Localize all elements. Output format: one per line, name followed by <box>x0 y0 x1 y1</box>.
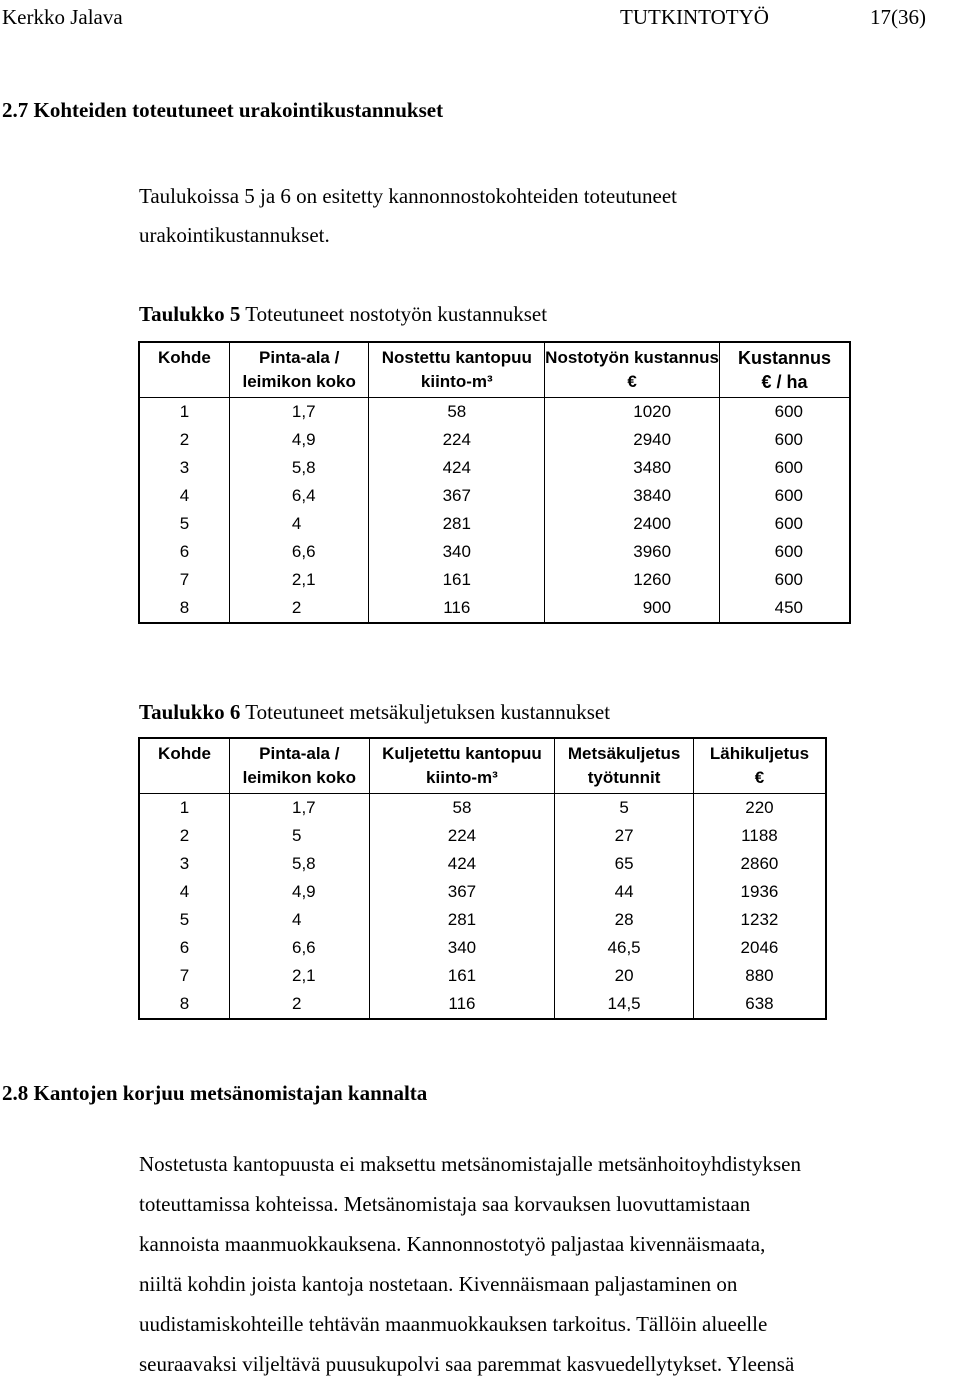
table6-header-metsakuljetus: Metsäkuljetus työtunnit <box>555 738 694 794</box>
table5-row <box>139 566 850 594</box>
table5-row <box>139 510 850 538</box>
table6-cell: 5 <box>229 822 369 850</box>
table6-row <box>139 962 826 990</box>
table6-cell: 5 <box>179 910 190 929</box>
table5-cell: 1 <box>179 402 190 421</box>
table6-cell: 65 <box>555 850 694 878</box>
table5-cell: 4 <box>229 510 369 538</box>
table6-header-lahikuljetus: Lähikuljetus € <box>693 738 826 794</box>
table6 <box>138 737 827 1020</box>
table6-cell: 2,1 <box>229 962 369 990</box>
table5-caption <box>139 301 547 327</box>
table5-row <box>139 426 850 454</box>
table5-cell: 367 <box>369 482 545 510</box>
table6-caption-label: Taulukko 6 <box>139 700 241 724</box>
table6-header-kuljetettu: Kuljetettu kantopuu kiinto-m³ <box>369 738 555 794</box>
table5-caption-label: Taulukko 5 <box>139 302 241 326</box>
table6-cell: 3 <box>179 854 190 873</box>
paragraph-line: uudistamiskohteille tehtävän maanmuokkauksen tarkoitus. Tällöin alueelle <box>139 1312 768 1336</box>
table6-cell: 224 <box>369 822 555 850</box>
table6-cell: 2046 <box>693 934 826 962</box>
table5-cell: 116 <box>369 594 545 623</box>
table5-cell: 3480 <box>545 454 720 482</box>
table5-header-nostotyon-kustannus: Nostotyön kustannus € <box>545 342 720 398</box>
table5-cell: 600 <box>720 566 850 594</box>
table5-row <box>139 538 850 566</box>
table6-row <box>139 990 826 1019</box>
table5-cell: 600 <box>720 426 850 454</box>
table5-cell: 4,9 <box>229 426 369 454</box>
table6-row <box>139 878 826 906</box>
table5-body <box>139 398 850 624</box>
table5-caption-text: Toteutuneet nostotyön kustannukset <box>245 302 548 326</box>
table6-cell: 220 <box>693 794 826 823</box>
table5-cell: 600 <box>720 538 850 566</box>
table5-cell: 600 <box>720 398 850 427</box>
table6-cell: 5,8 <box>229 850 369 878</box>
table6-row <box>139 822 826 850</box>
table5-cell: 2,1 <box>229 566 369 594</box>
table5-cell: 6 <box>179 542 190 561</box>
table5-cell: 600 <box>720 482 850 510</box>
table5-cell: 2940 <box>545 426 720 454</box>
table6-row <box>139 850 826 878</box>
table6-cell: 1188 <box>693 822 826 850</box>
paragraph-line: kannoista maanmuokkauksena. Kannonnostotyö paljastaa kivennäismaata, <box>139 1232 766 1256</box>
table6-cell: 2 <box>179 826 190 845</box>
table5-header-nostettu: Nostettu kantopuu kiinto-m³ <box>369 342 545 398</box>
table5-cell: 1260 <box>545 566 720 594</box>
table5 <box>138 341 851 624</box>
table6-cell: 20 <box>555 962 694 990</box>
header-title: TUTKINTOTYÖ <box>620 5 769 29</box>
table5-cell: 5 <box>179 514 190 533</box>
table5-cell: 600 <box>720 454 850 482</box>
table6-cell: 14,5 <box>555 990 694 1019</box>
table5-cell: 3840 <box>545 482 720 510</box>
table5-cell: 2 <box>229 594 369 623</box>
table6-cell: 638 <box>693 990 826 1019</box>
table5-cell: 6,4 <box>229 482 369 510</box>
table6-cell: 58 <box>369 794 555 823</box>
table6-cell: 8 <box>179 994 190 1013</box>
table5-cell: 900 <box>545 594 720 623</box>
table5-cell: 2400 <box>545 510 720 538</box>
table5-cell: 161 <box>369 566 545 594</box>
table5-header-kohde: Kohde <box>139 342 229 398</box>
table5-cell: 600 <box>720 510 850 538</box>
table6-cell: 46,5 <box>555 934 694 962</box>
header-page-number: 17(36) <box>870 5 926 29</box>
table5-cell: 424 <box>369 454 545 482</box>
table5-cell: 58 <box>369 398 545 427</box>
table6-cell: 28 <box>555 906 694 934</box>
table5-cell: 1020 <box>545 398 720 427</box>
table5-cell: 2 <box>179 430 190 449</box>
table6-cell: 1232 <box>693 906 826 934</box>
intro-line-2: urakointikustannukset. <box>139 223 330 247</box>
table5-cell: 224 <box>369 426 545 454</box>
table6-cell: 4 <box>229 906 369 934</box>
table6-header-pinta-ala: Pinta-ala / leimikon koko <box>229 738 369 794</box>
table6-cell: 116 <box>369 990 555 1019</box>
table6-cell: 4 <box>179 882 190 901</box>
table6-cell: 161 <box>369 962 555 990</box>
table5-row <box>139 594 850 623</box>
table6-row <box>139 794 826 823</box>
table6-cell: 1,7 <box>229 794 369 823</box>
table6-caption <box>139 699 610 725</box>
table6-cell: 367 <box>369 878 555 906</box>
table5-header-row <box>139 342 850 398</box>
table5-cell: 3960 <box>545 538 720 566</box>
table6-cell: 6 <box>179 938 190 957</box>
table6-row <box>139 906 826 934</box>
paragraph-line: seuraavaksi viljeltävä puusukupolvi saa paremmat kasvuedellytykset. Yleensä <box>139 1352 795 1376</box>
table5-cell: 281 <box>369 510 545 538</box>
section-heading-2-8: 2.8 Kantojen korjuu metsänomistajan kannalta <box>2 1081 428 1105</box>
table6-cell: 44 <box>555 878 694 906</box>
table6-cell: 5 <box>555 794 694 823</box>
table6-header-row <box>139 738 826 794</box>
table6-cell: 2 <box>229 990 369 1019</box>
table5-cell: 6,6 <box>229 538 369 566</box>
header-author: Kerkko Jalava <box>2 5 123 29</box>
table6-cell: 27 <box>555 822 694 850</box>
table6-cell: 281 <box>369 906 555 934</box>
table6-body <box>139 794 826 1020</box>
table6-cell: 880 <box>693 962 826 990</box>
table5-row <box>139 398 850 427</box>
table5-cell: 1,7 <box>229 398 369 427</box>
table5-cell: 450 <box>720 594 850 623</box>
table5-header-kustannus-ha: Kustannus € / ha <box>720 342 850 398</box>
table6-cell: 4,9 <box>229 878 369 906</box>
table6-cell: 1936 <box>693 878 826 906</box>
table6-cell: 340 <box>369 934 555 962</box>
table5-cell: 7 <box>179 570 190 589</box>
table6-header-kohde: Kohde <box>139 738 229 794</box>
intro-line-1: Taulukoissa 5 ja 6 on esitetty kannonnostokohteiden toteutuneet <box>139 184 678 208</box>
table6-row <box>139 934 826 962</box>
table5-cell: 5,8 <box>229 454 369 482</box>
table6-cell: 1 <box>179 798 190 817</box>
table5-row <box>139 482 850 510</box>
table6-cell: 2860 <box>693 850 826 878</box>
table6-cell: 6,6 <box>229 934 369 962</box>
paragraph-line: niiltä kohdin joista kantoja nostetaan. Kivennäismaan paljastaminen on <box>139 1272 738 1296</box>
section-2-8-paragraph <box>139 1150 959 1390</box>
paragraph-line: Nostetusta kantopuusta ei maksettu metsänomistajalle metsänhoitoyhdistyksen <box>139 1152 801 1176</box>
table5-cell: 8 <box>179 598 190 617</box>
table5-cell: 4 <box>179 486 190 505</box>
table5-cell: 3 <box>179 458 190 477</box>
table6-cell: 7 <box>179 966 190 985</box>
table5-cell: 340 <box>369 538 545 566</box>
table6-cell: 424 <box>369 850 555 878</box>
paragraph-line: toteuttamissa kohteissa. Metsänomistaja saa korvauksen luovuttamistaan <box>139 1192 751 1216</box>
section-heading-2-7: 2.7 Kohteiden toteutuneet urakointikustannukset <box>2 98 444 122</box>
table6-caption-text: Toteutuneet metsäkuljetuksen kustannukset <box>245 700 611 724</box>
table5-header-pinta-ala: Pinta-ala / leimikon koko <box>229 342 369 398</box>
table5-row <box>139 454 850 482</box>
